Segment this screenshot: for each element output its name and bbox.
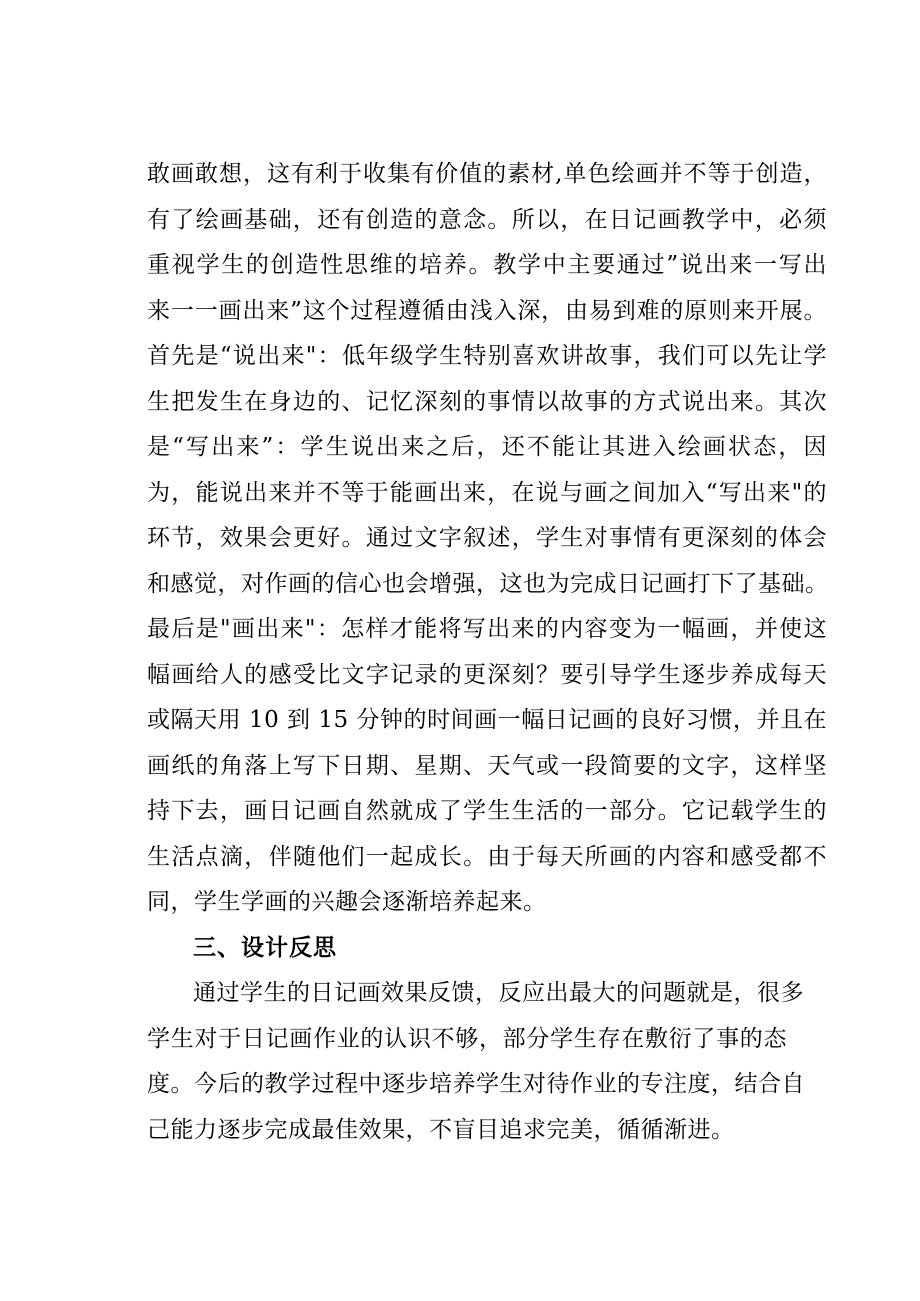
text-line: 环节，效果会更好。通过文字叙述，学生对事情有更深刻的体会 — [147, 525, 827, 551]
text-line: 己能力逐步完成最佳效果，不盲目追求完美，循循渐进。 — [147, 1117, 735, 1143]
text-line: 和感觉，对作画的信心也会增强，这也为完成日记画打下了基础。 — [147, 571, 829, 597]
text-line: 为，能说出来并不等于能画出来，在说与画之间加入“写出来"的 — [147, 480, 827, 506]
text-line: 学生对于日记画作业的认识不够，部分学生存在敷衍了事的态 — [147, 1026, 787, 1052]
text-line: 度。今后的教学过程中逐步培养学生对待作业的专注度，结合自 — [147, 1071, 805, 1097]
text-line: 最后是"画出来"：怎样才能将写出来的内容变为一幅画，并使这 — [147, 616, 827, 642]
text-line: 生活点滴，伴随他们一起成长。由于每天所画的内容和感受都不 — [147, 844, 827, 870]
text-line: 有了绘画基础，还有创造的意念。所以，在日记画教学中，必须 — [147, 207, 827, 233]
text-line: 或隔天用 10 到 15 分钟的时间画一幅日记画的良好习惯，并且在 — [147, 707, 827, 733]
text-line: 来一一画出来”这个过程遵循由浅入深，由易到难的原则来开展。 — [147, 298, 827, 324]
text-line: 重视学生的创造性思维的培养。教学中主要通过”说出来一写出 — [147, 252, 827, 278]
text-line: 幅画给人的感受比文字记录的更深刻？要引导学生逐步养成每天 — [147, 662, 827, 688]
text-line: 是“写出来”：学生说出来之后，还不能让其进入绘画状态，因 — [147, 434, 827, 460]
text-line: 画纸的角落上写下日期、星期、天气或一段简要的文字，这样坚 — [147, 753, 827, 779]
text-line: 敢画敢想，这有利于收集有价值的素材,单色绘画并不等于创造， — [147, 161, 827, 187]
text-line: 生把发生在身边的、记忆深刻的事情以故事的方式说出来。其次 — [147, 389, 827, 415]
text-line: 同，学生学画的兴趣会逐渐培养起来。 — [147, 889, 547, 915]
text-line: 首先是“说出来"：低年级学生特别喜欢讲故事，我们可以先让学 — [147, 343, 827, 369]
section-heading: 三、设计反思 — [193, 935, 337, 961]
text-line: 通过学生的日记画效果反馈，反应出最大的问题就是，很多 — [193, 980, 804, 1006]
text-line: 持下去，画日记画自然就成了学生生活的一部分。它记载学生的 — [147, 798, 827, 824]
